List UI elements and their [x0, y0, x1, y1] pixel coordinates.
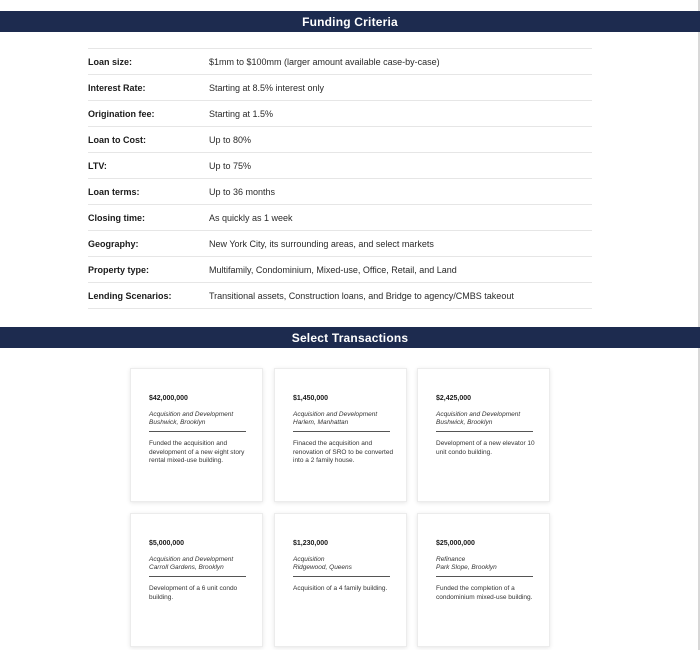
- criteria-row-loan-to-cost: [88, 127, 592, 153]
- transaction-type: Acquisition and Development: [149, 411, 234, 418]
- criteria-row-loan-terms: [88, 179, 592, 205]
- transaction-amount: $1,230,000: [293, 540, 329, 547]
- transaction-type: Acquisition and Development: [293, 411, 378, 418]
- transaction-description: Funded the completion of a condominium mixed-use building.: [436, 585, 533, 601]
- transaction-type: Acquisition: [293, 556, 325, 563]
- criteria-value: $1mm to $100mm (larger amount available case-by-case): [209, 56, 440, 67]
- select-transactions-title: Select Transactions: [291, 330, 409, 345]
- criteria-row-ltv: [88, 153, 592, 179]
- criteria-label: Geography:: [88, 238, 139, 249]
- criteria-row-closing-time: [88, 205, 592, 231]
- transaction-amount: $42,000,000: [149, 395, 188, 402]
- transaction-amount: $1,450,000: [293, 395, 329, 402]
- criteria-value: Up to 75%: [209, 160, 252, 171]
- criteria-row-property-type: [88, 257, 592, 283]
- criteria-label: Property type:: [88, 264, 150, 275]
- card-divider: [436, 431, 533, 432]
- select-transactions-header: [0, 327, 700, 348]
- transaction-location: Carroll Gardens, Brooklyn: [149, 564, 224, 571]
- card-divider: [436, 576, 533, 577]
- transaction-description: Development of a 6 unit condo building.: [149, 585, 238, 601]
- transaction-card: [417, 513, 550, 647]
- transaction-location: Bushwick, Brooklyn: [436, 419, 493, 426]
- transaction-card: [274, 513, 407, 647]
- transaction-card: [130, 513, 263, 647]
- transaction-location: Harlem, Manhattan: [293, 419, 349, 426]
- transaction-location: Bushwick, Brooklyn: [149, 419, 206, 426]
- criteria-value: Starting at 1.5%: [209, 108, 274, 119]
- transaction-description: Acquisition of a 4 family building.: [293, 585, 388, 592]
- funding-criteria-table: [88, 48, 592, 309]
- criteria-label: Loan size:: [88, 56, 133, 67]
- card-divider: [149, 431, 246, 432]
- criteria-value: Multifamily, Condominium, Mixed-use, Office, Retail, and Land: [209, 264, 457, 275]
- transaction-amount: $2,425,000: [436, 395, 472, 402]
- transaction-card: [274, 368, 407, 502]
- transaction-amount: $25,000,000: [436, 540, 475, 547]
- funding-criteria-title: Funding Criteria: [302, 14, 398, 29]
- transaction-description: Development of a new elevator 10 unit condo building.: [436, 440, 535, 456]
- transaction-type: Acquisition and Development: [149, 556, 234, 563]
- criteria-value: As quickly as 1 week: [209, 212, 293, 223]
- card-divider: [149, 576, 246, 577]
- criteria-label: Origination fee:: [88, 108, 155, 119]
- criteria-row-loan-size: [88, 49, 592, 75]
- transaction-card: [417, 368, 550, 502]
- criteria-value: Starting at 8.5% interest only: [209, 82, 325, 93]
- transaction-location: Park Slope, Brooklyn: [436, 564, 497, 571]
- transaction-amount: $5,000,000: [149, 540, 185, 547]
- criteria-label: Loan to Cost:: [88, 134, 146, 145]
- criteria-row-origination-fee: [88, 101, 592, 127]
- criteria-label: Closing time:: [88, 212, 146, 223]
- funding-criteria-header: [0, 11, 700, 32]
- transaction-type: Acquisition and Development: [436, 411, 521, 418]
- transaction-description: Funded the acquisition and development of a new eight story rental mixed-use building.: [149, 440, 245, 464]
- criteria-label: Loan terms:: [88, 186, 140, 197]
- transaction-type: Refinance: [436, 556, 466, 563]
- criteria-row-geography: [88, 231, 592, 257]
- criteria-value: New York City, its surrounding areas, and select markets: [209, 238, 434, 249]
- transaction-description: Finaced the acquisition and renovation of SRO to be converted into a 2 family house.: [293, 440, 394, 464]
- transaction-location: Ridgewood, Queens: [293, 564, 352, 571]
- criteria-value: Up to 80%: [209, 134, 252, 145]
- card-divider: [293, 576, 390, 577]
- criteria-row-lending-scenarios: [88, 283, 592, 309]
- criteria-label: LTV:: [88, 160, 107, 171]
- transaction-card: [130, 368, 263, 502]
- criteria-row-interest-rate: [88, 75, 592, 101]
- criteria-label: Lending Scenarios:: [88, 290, 172, 301]
- transaction-cards-grid: [130, 368, 552, 650]
- criteria-label: Interest Rate:: [88, 82, 146, 93]
- criteria-value: Transitional assets, Construction loans, and Bridge to agency/CMBS takeout: [209, 290, 514, 301]
- criteria-value: Up to 36 months: [209, 186, 276, 197]
- card-divider: [293, 431, 390, 432]
